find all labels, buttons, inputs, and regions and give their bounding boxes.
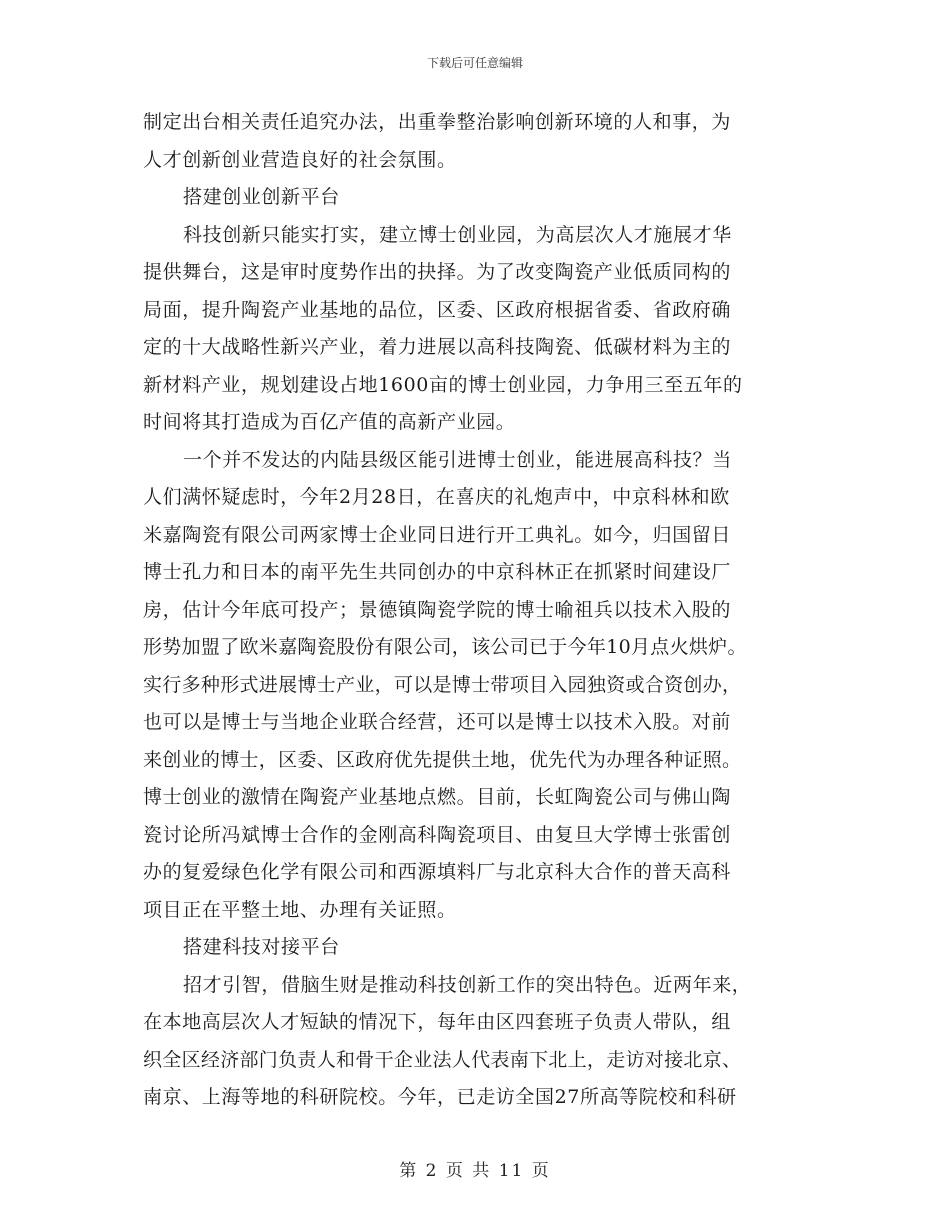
page-header: 下载后可任意编辑 [426,56,523,70]
text-line: 在本地高层次人才短缺的情况下，每年由区四套班子负责人带队，组 [143,1011,732,1033]
text-line: 米嘉陶瓷有限公司两家博士企业同日进行开工典礼。如今，归国留日 [143,523,732,546]
text-line: 博士孔力和日本的南平先生共同创办的中京科林正在抓紧时间建设厂 [143,561,732,583]
text-line: 办的复爱绿色化学有限公司和西源填料厂与北京科大合作的普天高科 [143,861,732,883]
text-line: 定的十大战略性新兴产业，着力进展以高科技陶瓷、低碳材料为主的 [143,336,732,358]
text-line: 博士创业的激情在陶瓷产业基地点燃。目前，长虹陶瓷公司与佛山陶 [143,786,732,808]
text-line: 制定出台相关责任追究办法，出重拳整治影响创新环境的人和事，为 [143,111,732,133]
text-line: 提供舞台，这是审时度势作出的抉择。为了改变陶瓷产业低质同构的 [143,261,732,283]
text-line: 一个并不发达的内陆县级区能引进博士创业，能进展高科技？当 [183,448,732,471]
text-line: 形势加盟了欧米嘉陶瓷股份有限公司，该公司已于今年10月点火烘炉。 [143,636,747,658]
text-line: 房，估计今年底可投产；景德镇陶瓷学院的博士喻祖兵以技术入股的 [143,598,732,621]
text-line: 局面，提升陶瓷产业基地的品位，区委、区政府根据省委、省政府确 [143,298,732,321]
text-line: 时间将其打造成为百亿产值的高新产业园。 [143,411,516,433]
text-line: 科技创新只能实打实，建立博士创业园，为高层次人才施展才华 [183,223,732,246]
text-line: 也可以是博士与当地企业联合经营，还可以是博士以技术入股。对前 [143,711,732,733]
text-line: 搭建创业创新平台 [183,186,340,208]
text-line: 织全区经济部门负责人和骨干企业法人代表南下北上，走访对接北京、 [143,1048,742,1071]
text-line: 人们满怀疑虑时，今年2月28日，在喜庆的礼炮声中，中京科林和欧 [143,486,730,508]
text-line: 实行多种形式进展博士产业，可以是博士带项目入园独资或合资创办， [143,673,742,696]
text-line: 搭建科技对接平台 [183,936,340,958]
text-line: 瓷讨论所冯斌博士合作的金刚高科陶瓷项目、由复旦大学博士张雷创 [143,823,732,846]
text-line: 来创业的博士，区委、区政府优先提供土地，优先代为办理各种证照。 [143,748,742,771]
text-line: 南京、上海等地的科研院校。今年，已走访全国27所高等院校和科研 [143,1086,737,1108]
text-line: 新材料产业，规划建设占地1600亩的博士创业园，力争用三至五年的 [143,373,743,396]
document-body [143,104,823,1117]
text-line: 招才引智，借脑生财是推动科技创新工作的突出特色。近两年来， [183,973,752,996]
page-footer: 第 2 页 共 11 页 [399,1161,551,1181]
text-line: 人才创新创业营造良好的社会氛围。 [143,148,457,171]
text-line: 项目正在平整土地、办理有关证照。 [143,898,457,921]
